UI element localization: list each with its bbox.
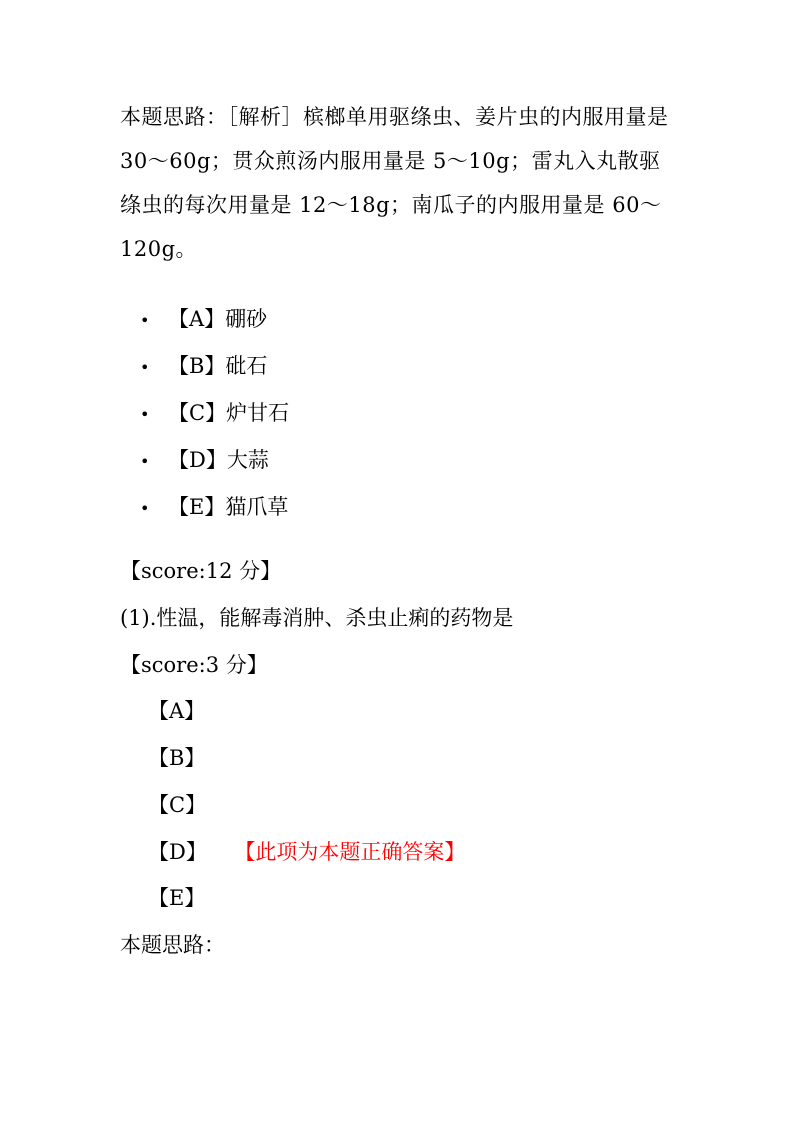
explanation-label: 本题思路： — [120, 933, 225, 957]
answer-label: 【D】 — [148, 840, 207, 864]
option-label: 【E】 — [168, 495, 226, 519]
option-list — [140, 296, 289, 531]
group-score: 【score:12 分】 — [120, 559, 282, 583]
answer-label: 【C】 — [148, 793, 207, 817]
question-score: 【score:3 分】 — [120, 653, 268, 677]
option-text: 砒石 — [225, 354, 268, 378]
bullet-icon: • — [140, 405, 150, 424]
answer-option-e — [148, 883, 205, 913]
bullet-icon: • — [140, 499, 150, 518]
list-item — [140, 296, 289, 343]
option-text: 大蒜 — [226, 448, 269, 472]
answer-label: 【E】 — [148, 886, 206, 910]
list-item — [140, 390, 289, 437]
bullet-icon: • — [140, 358, 150, 377]
answer-option-b — [148, 743, 205, 773]
option-label: 【D】 — [168, 448, 227, 472]
option-text: 炉甘石 — [226, 401, 290, 425]
option-label: 【A】 — [168, 307, 226, 331]
option-text: 猫爪草 — [225, 495, 289, 519]
answer-option-a — [148, 696, 205, 726]
option-label: 【B】 — [168, 354, 226, 378]
list-item — [140, 484, 289, 531]
list-item — [140, 343, 289, 390]
correct-answer-marker: 【此项为本题正确答案】 — [244, 840, 466, 864]
explanation-paragraph: 本题思路：［解析］槟榔单用驱绦虫、姜片虫的内服用量是 30～60g；贯众煎汤内服用量是 5～10g；雷丸入丸散驱绦虫的每次用量是 12～18g；南瓜子的内服用量是 60～120g。 — [120, 105, 669, 261]
list-item — [140, 437, 289, 484]
answer-label: 【B】 — [148, 746, 206, 770]
bullet-icon: • — [140, 311, 150, 330]
bullet-icon: • — [140, 452, 150, 471]
option-label: 【C】 — [168, 401, 227, 425]
answer-option-d — [148, 837, 465, 867]
answer-label: 【A】 — [148, 699, 206, 723]
answer-option-c — [148, 790, 206, 820]
option-text: 硼砂 — [225, 307, 268, 331]
question-text: (1).性温，能解毒消肿、杀虫止痢的药物是 — [120, 606, 514, 630]
